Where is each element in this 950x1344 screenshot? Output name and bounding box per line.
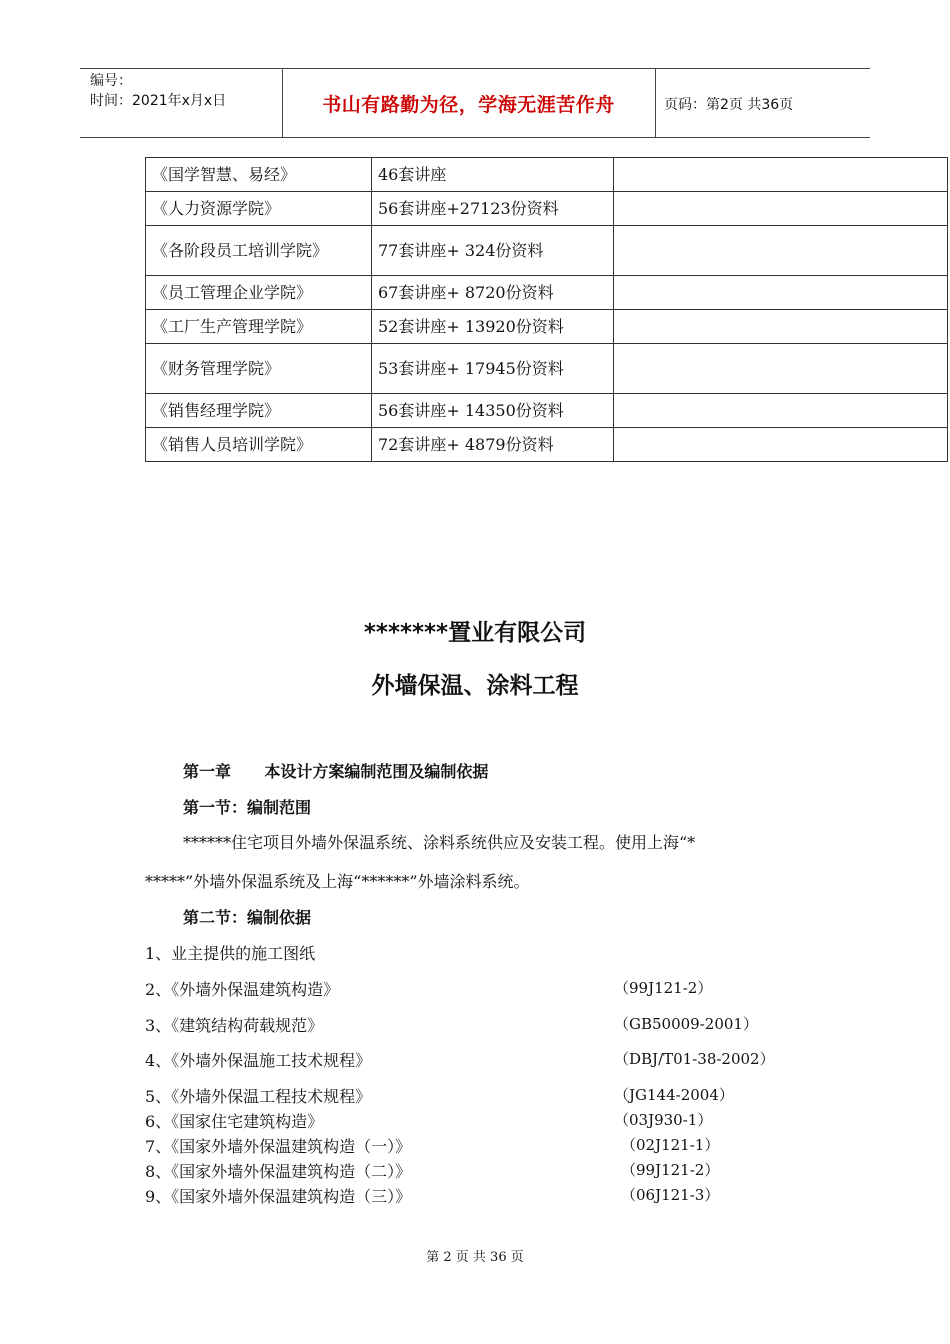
reference-title: 5、《外墙外保温工程技术规程》: [145, 1087, 372, 1106]
table-cell: 77套讲座+ 324份资料: [372, 226, 614, 276]
chapter-heading: 第一章 本设计方案编制范围及编制依据: [183, 762, 489, 781]
table-cell: 《销售人员培训学院》: [146, 428, 372, 462]
time-label: 时间：2021年x月x日: [90, 93, 227, 109]
body-paragraph: *****”外墙外保温系统及上海“******”外墙涂料系统。: [145, 872, 530, 891]
table-cell: [614, 394, 948, 428]
table-row: [146, 428, 948, 462]
table-row: [146, 192, 948, 226]
list-item: 1、业主提供的施工图纸: [145, 944, 316, 963]
document-subtitle: 外墙保温、涂料工程: [371, 673, 579, 699]
reference-code: （06J121-3）: [621, 1186, 720, 1204]
table-cell: 56套讲座+ 14350份资料: [372, 394, 614, 428]
header-meta: [90, 71, 226, 111]
reference-code: （03J930-1）: [614, 1111, 713, 1129]
table-cell: 52套讲座+ 13920份资料: [372, 310, 614, 344]
reference-code: （02J121-1）: [621, 1136, 720, 1154]
header-page-info: 页码：第2页 共36页: [664, 97, 794, 113]
table-cell: 《国学智慧、易经》: [146, 158, 372, 192]
section-heading: 第二节：编制依据: [183, 908, 312, 927]
course-table: [145, 157, 948, 462]
reference-title: 4、《外墙外保温施工技术规程》: [145, 1051, 372, 1070]
header-divider: [655, 69, 656, 137]
body-paragraph: ******住宅项目外墙外保温系统、涂料系统供应及安装工程。使用上海“*: [183, 833, 696, 852]
table-cell: 《财务管理学院》: [146, 344, 372, 394]
table-row: [146, 344, 948, 394]
reference-title: 9、《国家外墙外保温建筑构造（三）》: [145, 1187, 412, 1206]
table-cell: [614, 276, 948, 310]
table-cell: 56套讲座+27123份资料: [372, 192, 614, 226]
page-footer: 第 2 页 共 36 页: [426, 1250, 524, 1265]
table-row: [146, 394, 948, 428]
table-cell: 《各阶段员工培训学院》: [146, 226, 372, 276]
table-cell: [614, 428, 948, 462]
table-cell: 72套讲座+ 4879份资料: [372, 428, 614, 462]
table-cell: 《人力资源学院》: [146, 192, 372, 226]
table-row: [146, 158, 948, 192]
header-motto: 书山有路勤为径，学海无涯苦作舟: [322, 93, 615, 116]
table-cell: [614, 158, 948, 192]
reference-title: 3、《建筑结构荷载规范》: [145, 1016, 324, 1035]
document-title: *******置业有限公司: [363, 620, 587, 646]
reference-title: 6、《国家住宅建筑构造》: [145, 1112, 324, 1131]
table-row: [146, 276, 948, 310]
section-heading: 第一节：编制范围: [183, 798, 312, 817]
reference-code: （99J121-2）: [621, 1161, 720, 1179]
reference-code: （JG144-2004）: [614, 1086, 734, 1104]
table-cell: [614, 310, 948, 344]
reference-code: （GB50009-2001）: [614, 1015, 758, 1033]
table-row: [146, 310, 948, 344]
reference-title: 8、《国家外墙外保温建筑构造（二）》: [145, 1162, 412, 1181]
number-label: 编号：: [90, 73, 132, 89]
table-cell: 《员工管理企业学院》: [146, 276, 372, 310]
reference-title: 7、《国家外墙外保温建筑构造（一）》: [145, 1137, 412, 1156]
table-row: [146, 226, 948, 276]
table-cell: [614, 344, 948, 394]
reference-title: 2、《外墙外保温建筑构造》: [145, 980, 340, 999]
reference-code: （DBJ/T01-38-2002）: [614, 1050, 775, 1068]
table-cell: [614, 192, 948, 226]
table-cell: 67套讲座+ 8720份资料: [372, 276, 614, 310]
page-header: [80, 68, 870, 138]
table-cell: 53套讲座+ 17945份资料: [372, 344, 614, 394]
table-cell: 《工厂生产管理学院》: [146, 310, 372, 344]
table-cell: 《销售经理学院》: [146, 394, 372, 428]
table-cell: [614, 226, 948, 276]
table-cell: 46套讲座: [372, 158, 614, 192]
reference-code: （99J121-2）: [614, 979, 713, 997]
